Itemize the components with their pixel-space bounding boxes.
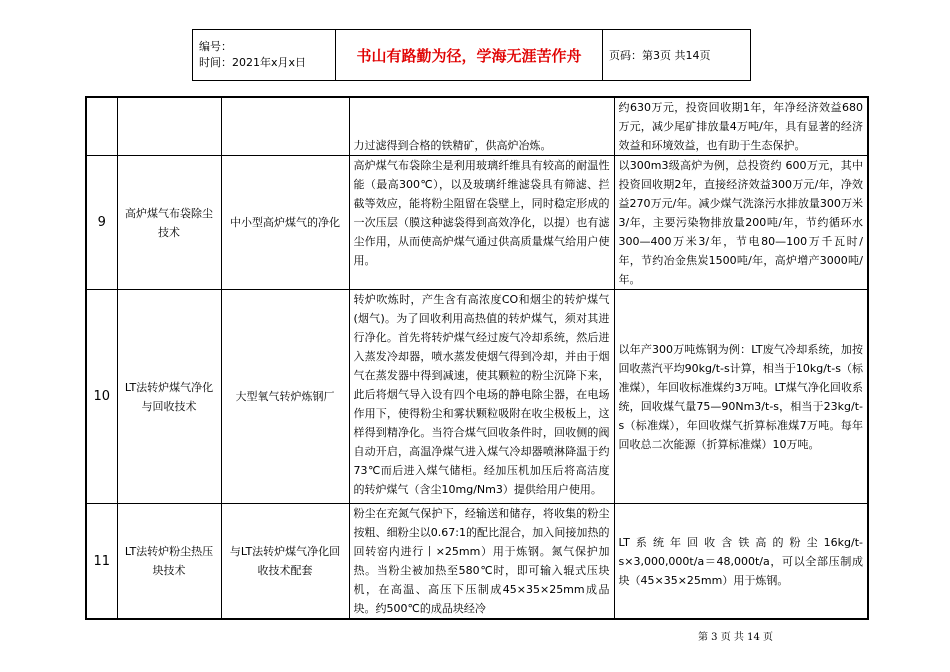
benefit-description: LT系统年回收含铁高的粉尘16kg/t-s×3,000,000t/a＝48,000t/a，可以全部压制成块（45×35×25mm）用于炼钢。: [614, 504, 868, 620]
time-label: 时间：2021年x月x日: [199, 56, 307, 69]
benefit-description: 以300m3级高炉为例，总投资约 600万元，其中投资回收期2年，直接经济效益300万元/年，净效益270万元/年。减少煤气洗涤污水排放量300万米3/年，主要污染物排放量200吨/年，节约循环水300—400万米3/年，节电80—100万千瓦时/年，节约冶金焦炭1500吨/年，高炉增产3000吨/年。: [614, 156, 868, 290]
technology-description: 粉尘在充氮气保护下，经输送和储存，将收集的粉尘按粗、细粉尘以0.67:1的配比混合，加入间接加热的回转窑内进行丨×25mm）用于炼钢。氮气保护加热。当粉尘被加热至580℃时，即可输入辊式压块机，在高温、高压下压制成45×35×25mm成品块。约500℃的成品块经冷: [349, 504, 614, 620]
technology-name: LT法转炉粉尘热压块技术: [117, 504, 221, 620]
table-row: [86, 290, 868, 504]
header-motto: 书山有路勤为径，学海无涯苦作舟: [336, 30, 603, 81]
table-row: [86, 97, 868, 156]
benefit-description: 约630万元，投资回收期1年，年净经济效益680万元，减少尾矿排放量4万吨/年，具有显著的经济效益和环境效益，也有助于生态保护。: [614, 97, 868, 156]
application-scope: [221, 97, 349, 156]
technology-name: LT法转炉煤气净化与回收技术: [117, 290, 221, 504]
row-number: 11: [86, 504, 117, 620]
application-scope: 中小型高炉煤气的净化: [221, 156, 349, 290]
benefit-description: 以年产300万吨炼钢为例：LT废气冷却系统，加按回收蒸汽平均90kg/t-s计算，相当于10kg/t-s（标准煤），年回收标准煤约3万吨。LT煤气净化回收系统，回收煤气量75—90Nm3/t-s，相当于23kg/t-s（标准煤），年回收煤气折算标准煤7万吨。每年回收总二次能源（折算标准煤）10万吨。: [614, 290, 868, 504]
table-row: [86, 156, 868, 290]
table-row: [86, 504, 868, 620]
technology-description: 力过滤得到合格的铁精矿，供高炉冶炼。: [349, 97, 614, 156]
technology-name: 高炉煤气布袋除尘技术: [117, 156, 221, 290]
application-scope: 与LT法转炉煤气净化回收技术配套: [221, 504, 349, 620]
code-label: 编号：: [199, 40, 232, 53]
row-number: 9: [86, 156, 117, 290]
header-meta: [193, 30, 336, 81]
row-number: [86, 97, 117, 156]
row-number: 10: [86, 290, 117, 504]
technology-description: 转炉吹炼时，产生含有高浓度CO和烟尘的转炉煤气(烟气)。为了回收利用高热值的转炉煤气，须对其进行净化。首先将转炉煤气经过废气冷却系统，然后进入蒸发冷却器，喷水蒸发使烟气得到冷却，并由于烟气在蒸发器中得到减速，使其颗粒的粉尘沉降下来，此后将烟气导入设有四个电场的静电除尘器，在电场作用下，使得粉尘和雾状颗粒吸附在收尘极板上，这样得到精净化。当符合煤气回收条件时，回收侧的阀自动开启，高温净煤气进入煤气冷却器喷淋降温于约73℃而后进入煤气储柜。经加压机加压后将高洁度的转炉煤气（含尘10mg/Nm3）提供给用户使用。: [349, 290, 614, 504]
page-label: 页码：第3页 共14页: [603, 30, 751, 81]
technology-name: [117, 97, 221, 156]
application-scope: 大型氧气转炉炼钢厂: [221, 290, 349, 504]
document-header: [192, 29, 751, 81]
page-footer: 第 3 页 共 14 页: [698, 632, 773, 643]
technology-table: [85, 96, 869, 620]
technology-description: 高炉煤气布袋除尘是利用玻璃纤维具有较高的耐温性能（最高300℃），以及玻璃纤维滤袋具有筛滤、拦截等效应，能将粉尘阻留在袋壁上，同时稳定形成的一次压层（膜这种滤袋得到高效净化，以提）也有滤尘作用，从而使高炉煤气通过供高质量煤气给用户使用。: [349, 156, 614, 290]
